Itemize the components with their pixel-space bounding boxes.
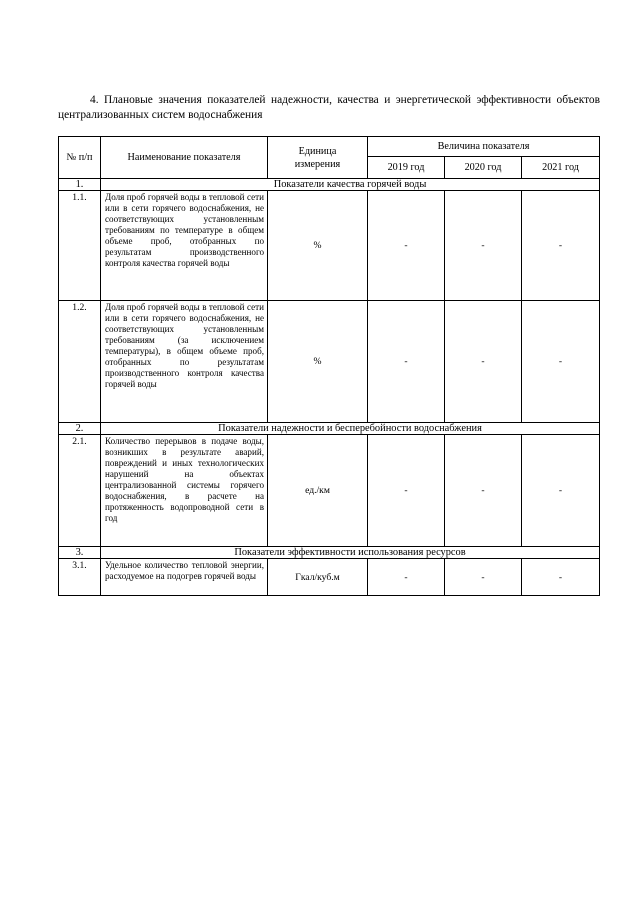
row-value-2020: - <box>445 559 522 596</box>
indicators-table <box>58 136 600 596</box>
row-name: Удельное количество тепловой энергии, расходуемое на подогрев горячей воды <box>101 559 268 596</box>
header-year-2019: 2019 год <box>368 157 445 179</box>
row-value-2021: - <box>522 191 600 301</box>
row-unit: Гкал/куб.м <box>268 559 368 596</box>
row-value-2019: - <box>368 559 445 596</box>
section-num: 3. <box>59 547 101 559</box>
row-num: 3.1. <box>59 559 101 596</box>
header-value-group: Величина показателя <box>368 137 600 157</box>
table-row <box>59 191 600 301</box>
row-unit: ед./км <box>268 435 368 547</box>
row-unit: % <box>268 301 368 423</box>
section-heading: 4. Плановые значения показателей надежности, качества и энергетической эффективности объектов централизованных систем водоснабжения <box>58 94 600 121</box>
row-value-2021: - <box>522 435 600 547</box>
section-row <box>59 547 600 559</box>
section-num: 2. <box>59 423 101 435</box>
row-value-2020: - <box>445 435 522 547</box>
row-value-2019: - <box>368 301 445 423</box>
row-value-2019: - <box>368 435 445 547</box>
row-name: Доля проб горячей воды в тепловой сети или в сети горячего водоснабжения, не соответствующих установленным требованиям (за исключением температуры), в общем объеме проб, отобранных по результатам производственного контроля качества горячей воды <box>101 301 268 423</box>
row-name: Доля проб горячей воды в тепловой сети или в сети горячего водоснабжения, не соответствующих установленным требованиям по температуре в общем объеме проб, отобранных по результатам производственного контроля качества горячей воды <box>101 191 268 301</box>
row-value-2020: - <box>445 301 522 423</box>
header-unit: Единица измерения <box>268 137 368 179</box>
row-num: 1.1. <box>59 191 101 301</box>
row-num: 1.2. <box>59 301 101 423</box>
row-value-2019: - <box>368 191 445 301</box>
row-name: Количество перерывов в подаче воды, возникших в результате аварий, повреждений и иных технологических нарушений на объектах централизованной системы горячего водоснабжения, в расчете на протяженность водопроводной сети в год <box>101 435 268 547</box>
section-row <box>59 179 600 191</box>
section-row <box>59 423 600 435</box>
row-value-2020: - <box>445 191 522 301</box>
row-value-2021: - <box>522 301 600 423</box>
header-year-2020: 2020 год <box>445 157 522 179</box>
header-year-2021: 2021 год <box>522 157 600 179</box>
header-num: № п/п <box>59 137 101 179</box>
table-row <box>59 435 600 547</box>
row-value-2021: - <box>522 559 600 596</box>
section-title: Показатели качества горячей воды <box>101 179 600 191</box>
section-title: Показатели надежности и бесперебойности водоснабжения <box>101 423 600 435</box>
header-name: Наименование показателя <box>101 137 268 179</box>
table-row <box>59 559 600 596</box>
row-unit: % <box>268 191 368 301</box>
section-num: 1. <box>59 179 101 191</box>
row-num: 2.1. <box>59 435 101 547</box>
section-title: Показатели эффективности использования ресурсов <box>101 547 600 559</box>
table-row <box>59 301 600 423</box>
